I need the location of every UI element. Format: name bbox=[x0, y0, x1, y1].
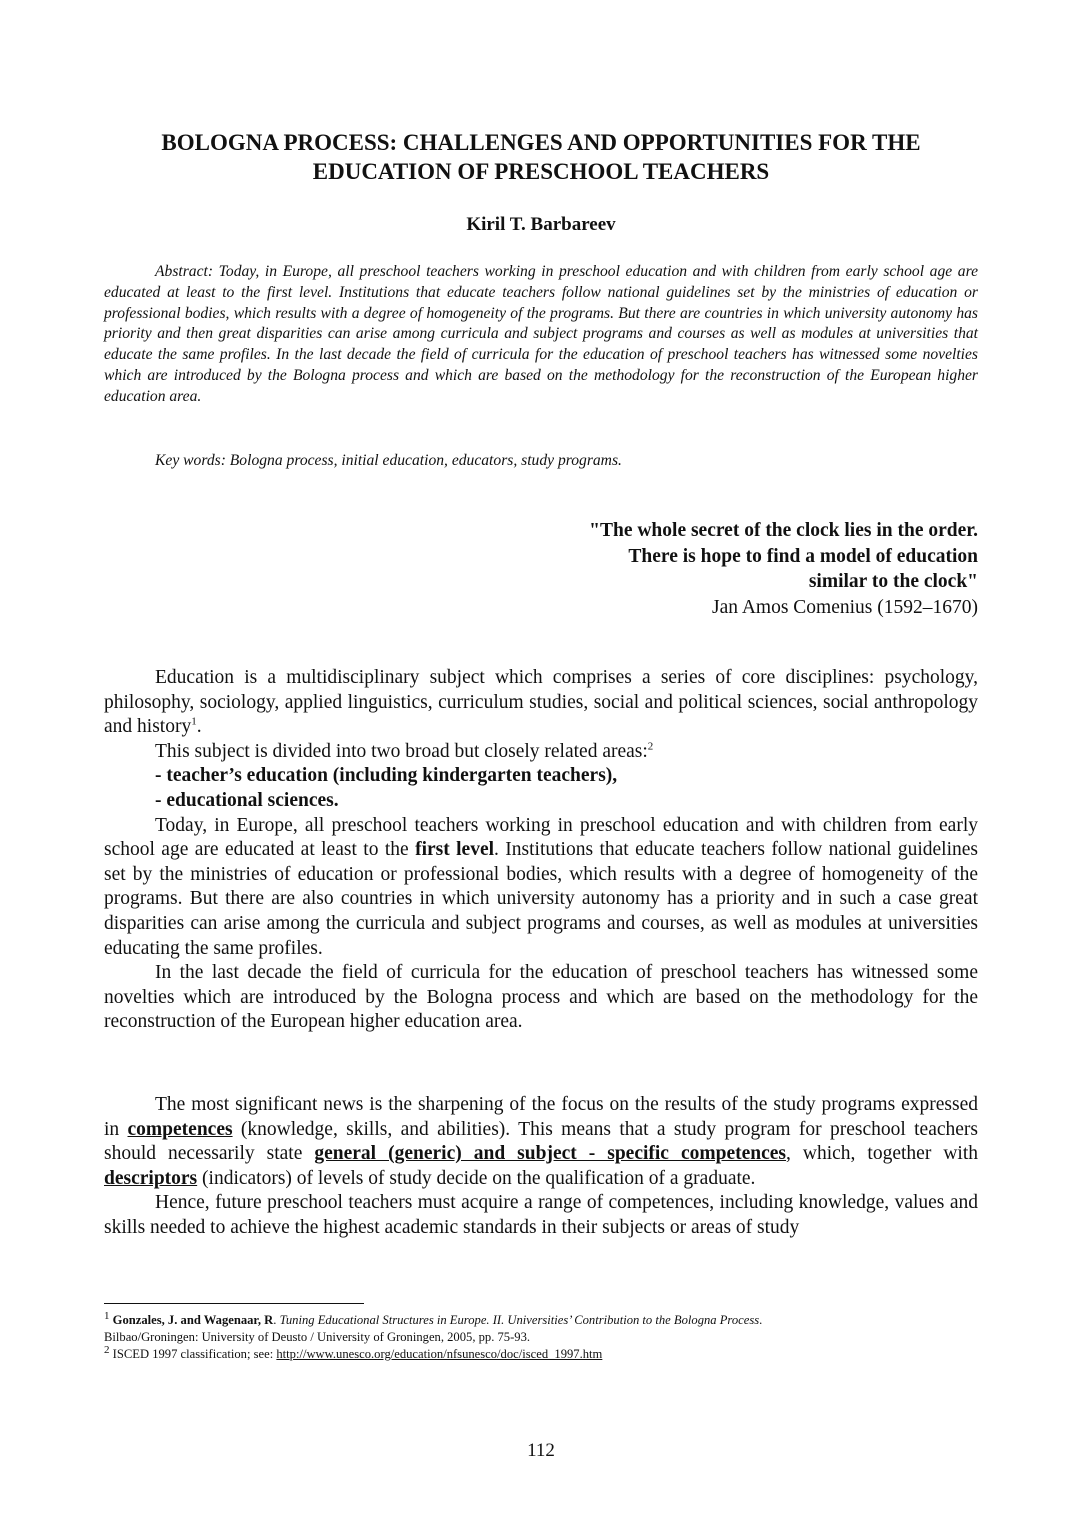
paragraph-5 bbox=[104, 1093, 978, 1191]
paragraph-2-text: This subject is divided into two broad but closely related areas: bbox=[155, 740, 648, 762]
footnote-1-authors: Gonzales, J. and Wagenaar, R bbox=[112, 1313, 274, 1327]
footnote-1-separator: . bbox=[273, 1313, 280, 1327]
footnote-2-number: 2 bbox=[104, 1343, 110, 1356]
keyword-descriptors: descriptors bbox=[104, 1167, 198, 1189]
footnote-1-number: 1 bbox=[104, 1309, 110, 1322]
bullet-item-1: - teacher’s education (including kindergarten teachers), bbox=[155, 765, 618, 787]
footnote-2-text: ISCED 1997 classification; see: bbox=[112, 1347, 277, 1361]
title-line-2: EDUCATION OF PRESCHOOL TEACHERS bbox=[312, 159, 770, 184]
footnote-1-title: Tuning Educational Structures in Europe. II. Universities’ Contribution to the Bologna Process bbox=[279, 1313, 760, 1327]
bullet-item-2: - educational sciences. bbox=[155, 789, 339, 811]
footnotes bbox=[104, 1309, 978, 1363]
paragraph-3-bold: first level bbox=[415, 839, 495, 861]
page-number: 112 bbox=[527, 1440, 555, 1461]
paragraph-1-end: . bbox=[196, 716, 202, 738]
paragraph-5-text-d: (indicators) of levels of study decide on the qualification of a graduate. bbox=[197, 1167, 756, 1189]
footnote-1-publisher: Bilbao/Groningen: University of Deusto / University of Groningen, 2005, pp. 75-93. bbox=[104, 1330, 531, 1344]
paragraph-1-text: Education is a multidisciplinary subject which comprises a series of core disciplines: psychology, philosophy, sociology, applied linguistics, curriculum studies, social and political sciences, social anthropology and history bbox=[104, 667, 978, 738]
paragraph-3-text-b: . Institutions that educate teachers follow national guidelines set by the ministries of education or professional bodies, which results with a degree of homogeneity of the programs. But there are also countries in which university autonomy has a priority and in such a case great disparities can arise among the curricula and subject programs and courses, as well as modules at universities educating the same profiles. bbox=[104, 839, 978, 959]
paragraph-6: Hence, future preschool teachers must acquire a range of competences, including knowledge, values and skills needed to achieve the highest academic standards in their subjects or areas of study bbox=[104, 1192, 978, 1238]
paragraph-2 bbox=[104, 740, 978, 765]
footnote-2 bbox=[104, 1343, 978, 1363]
body-section-2 bbox=[104, 1093, 978, 1241]
body-section-1 bbox=[104, 666, 978, 1035]
paper-title bbox=[104, 128, 978, 186]
keywords: Key words: Bologna process, initial education, educators, study programs. bbox=[155, 452, 622, 469]
epigraph-line-2: There is hope to find a model of education bbox=[628, 545, 978, 567]
paragraph-3-text-a: Today, in Europe, all preschool teachers working in preschool education and with children from early school age are educated at least to the bbox=[104, 814, 978, 861]
epigraph bbox=[589, 518, 978, 620]
paragraph-4: In the last decade the field of curricula for the education of preschool teachers has witnessed some novelties which are introduced by the Bologna process and which are based on the methodology for the reconstruction of the European higher education area. bbox=[104, 962, 978, 1033]
epigraph-line-3: similar to the clock" bbox=[808, 571, 978, 592]
epigraph-source: Jan Amos Comenius (1592–1670) bbox=[712, 596, 978, 618]
keyword-competences: competences bbox=[127, 1118, 233, 1140]
paragraph-1 bbox=[104, 666, 978, 740]
footnote-1-end: . bbox=[759, 1313, 763, 1327]
paragraph-5-text-c: , which, together with bbox=[786, 1143, 978, 1165]
abstract: Abstract: Today, in Europe, all preschool teachers working in preschool education and with children from early school age are educated at least to the first level. Institutions that educate teachers follow national guidelines set by the ministries of education or professional bodies, which results with a degree of homogeneity of the programs. But there are countries in which university autonomy has priority and then great disparities can arise among curricula and subject programs and courses as well as modules at universities that educate the same profiles. In the last decade the field of curricula for the education of preschool teachers has witnessed some novelties which are introduced by the Bologna process and which are based on the methodology for the reconstruction of the European higher education area. bbox=[104, 263, 978, 405]
epigraph-line-1: "The whole secret of the clock lies in the order. bbox=[589, 520, 978, 541]
footnote-divider bbox=[104, 1303, 364, 1304]
keyword-general-specific-competences: general (generic) and subject - specific competences bbox=[314, 1143, 787, 1165]
footnote-ref-2: 2 bbox=[647, 740, 654, 753]
footnote-2-link[interactable]: http://www.unesco.org/education/nfsunesco/doc/isced_1997.htm bbox=[276, 1347, 603, 1361]
title-line-1: BOLOGNA PROCESS: CHALLENGES AND OPPORTUNITIES FOR THE bbox=[161, 130, 921, 155]
paragraph-5-text-b: (knowledge, skills, and abilities). This means that a study program for preschool teachers should necessarily state bbox=[104, 1118, 978, 1165]
paragraph-5-text-a: The most significant news is the sharpening of the focus on the results of the study programs expressed in bbox=[104, 1094, 978, 1140]
paragraph-3 bbox=[104, 814, 978, 962]
footnote-ref-1: 1 bbox=[191, 715, 197, 728]
author-name: Kiril T. Barbareev bbox=[466, 214, 616, 235]
footnote-1 bbox=[104, 1309, 978, 1329]
